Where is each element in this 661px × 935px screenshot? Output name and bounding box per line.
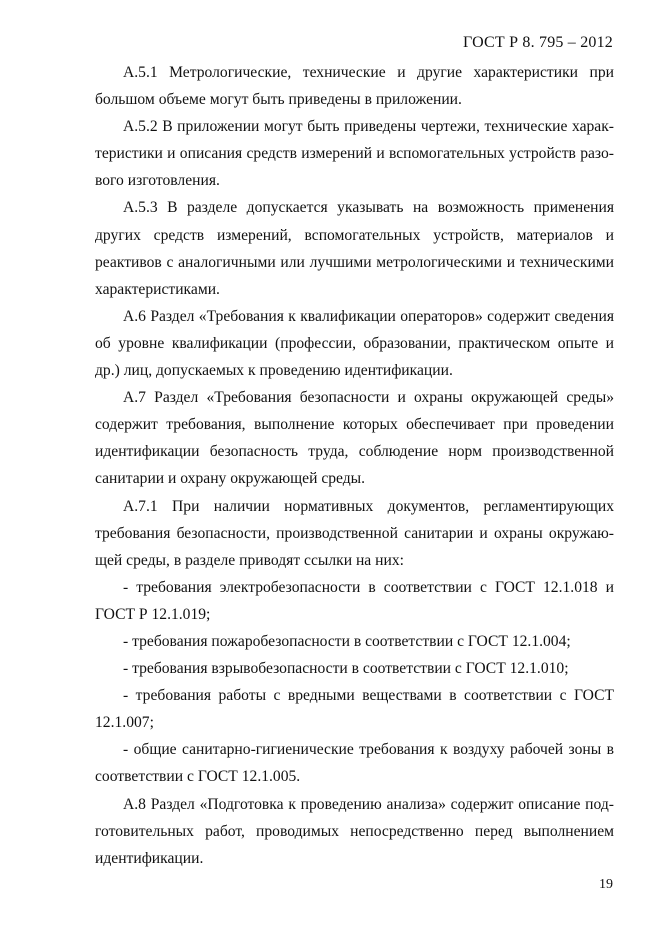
page-number: 19 [599, 877, 613, 892]
paragraph-a-5-3: А.5.3 В разделе допускается указывать на возможность применения других средств измерений, вспомогательных устройств, материалов и реактивов с аналогичными или лучшими метрологическими и техническими характеристиками. [95, 199, 614, 298]
paragraph-a-6: А.6 Раздел «Требования к квалификации операторов» содержит сведения об уровне квалификации (профессии, образовании, практическом опыте и др.) лиц, допускаемых к проведению идентификации. [95, 307, 614, 380]
list-item-hazardous-substances: - требования работы с вредными веществами в соответствии с ГОСТ 12.1.007; [95, 687, 614, 732]
document-body [95, 59, 614, 872]
paragraph-a-8: А.8 Раздел «Подготовка к проведению анализа» содержит описание подготовительных работ, проводимых непосредственно перед выполнением идентификации. [95, 795, 614, 867]
list-item-explosion-safety: - требования взрывобезопасности в соответствии с ГОСТ 12.1.010; [123, 660, 569, 678]
document-header: ГОСТ Р 8. 795 – 2012 [463, 34, 613, 51]
list-item-electrical-safety: - требования электробезопасности в соответствии с ГОСТ 12.1.018 и ГОСТ Р 12.1.019; [95, 578, 614, 623]
paragraph-a-7: А.7 Раздел «Требования безопасности и охраны окружающей среды» содержит требования, выполнение которых обеспечивает при проведении идентификации безопасность труда, соблюдение норм производственной санитарии и охрану окружающей среды. [95, 389, 614, 488]
paragraph-a-5-1: А.5.1 Метрологические, технические и другие характеристики при большом объеме могут быть приведены в приложении. [95, 64, 614, 109]
paragraph-a-5-2: А.5.2 В приложении могут быть приведены чертежи, технические характеристики и описания средств измерений и вспомогательных устройств разового изготовления. [95, 118, 614, 190]
list-item-sanitary-requirements: - общие санитарно-гигиенические требования к воздуху рабочей зоны в соответствии с ГОСТ 12.1.005. [95, 741, 614, 786]
paragraph-a-7-1: А.7.1 При наличии нормативных документов, регламентирующих требования безопасности, производственной санитарии и охраны окружающей среды, в разделе приводят ссылки на них: [95, 497, 614, 569]
list-item-fire-safety: - требования пожаробезопасности в соответствии с ГОСТ 12.1.004; [123, 632, 571, 650]
